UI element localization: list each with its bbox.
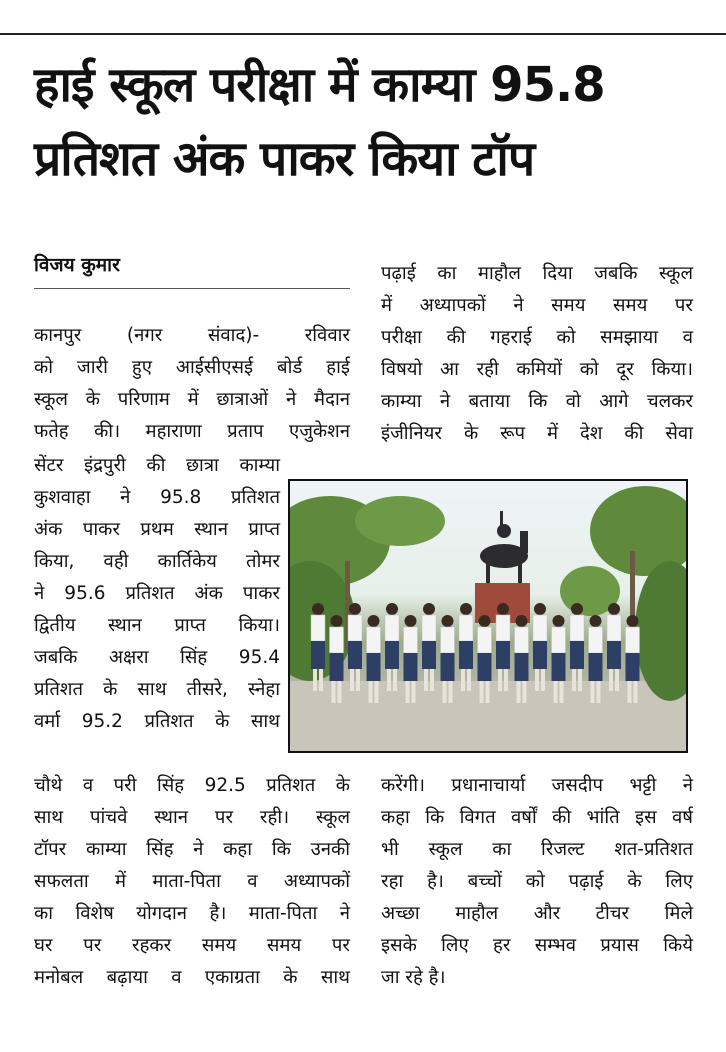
student-leg <box>504 669 508 691</box>
text-line: परीक्षा की गहराई को समझाया व <box>381 327 693 348</box>
student-shirt <box>441 627 455 653</box>
text-line: कानपुर (नगर संवाद)- रविवार <box>34 325 350 346</box>
student-leg <box>387 669 391 691</box>
student-head <box>534 603 546 615</box>
student-shirt <box>570 615 584 641</box>
student-shirt <box>607 615 621 641</box>
student-head <box>405 615 417 627</box>
student-leg <box>393 669 397 691</box>
text-line: पढ़ाई का माहौल दिया जबकि स्कूल <box>381 263 693 284</box>
student-leg <box>369 681 373 703</box>
column-2-bottom <box>381 770 693 994</box>
top-rule <box>0 33 726 35</box>
student-leg <box>591 681 595 703</box>
text-line: सेंटर इंद्रपुरी की छात्रा काम्या <box>34 455 280 476</box>
student-skirt <box>626 653 640 681</box>
student-leg <box>634 681 638 703</box>
group-photo-illustration <box>290 481 686 751</box>
text-line: काम्या ने बताया कि वो आगे चलकर <box>381 391 693 412</box>
student-shirt <box>311 615 325 641</box>
group-photo <box>288 479 688 753</box>
text-line: चौथे व परी सिंह 92.5 प्रतिशत के <box>34 775 350 796</box>
student-skirt <box>348 641 362 669</box>
student-leg <box>578 669 582 691</box>
column-1-bottom <box>34 770 350 994</box>
student-leg <box>443 681 447 703</box>
text-line: में अध्यापकों ने समय समय पर <box>381 295 693 316</box>
student-shirt <box>533 615 547 641</box>
student-leg <box>615 669 619 691</box>
student-shirt <box>422 615 436 641</box>
student-leg <box>572 669 576 691</box>
student-skirt <box>441 653 455 681</box>
student-skirt <box>422 641 436 669</box>
student-skirt <box>552 653 566 681</box>
student-shirt <box>404 627 418 653</box>
student-leg <box>461 669 465 691</box>
text-line: का विशेष योगदान है। माता-पिता ने <box>34 903 350 924</box>
column-2-top <box>381 258 693 450</box>
text-line: द्वितीय स्थान प्राप्त किया। <box>34 615 280 636</box>
student-skirt <box>515 653 529 681</box>
headline-line-2: प्रतिशत अंक पाकर किया टॉप <box>34 131 535 187</box>
student-head <box>479 615 491 627</box>
text-line: टॉपर काम्या सिंह ने कहा कि उनकी <box>34 839 350 860</box>
student-leg <box>332 681 336 703</box>
text-line: विषयो आ रही कमियों को दूर किया। <box>381 359 693 380</box>
student-skirt <box>478 653 492 681</box>
student-leg <box>430 669 434 691</box>
student-leg <box>313 669 317 691</box>
student-head <box>349 603 361 615</box>
student-skirt <box>385 641 399 669</box>
student-leg <box>560 681 564 703</box>
student-skirt <box>533 641 547 669</box>
student-head <box>571 603 583 615</box>
text-line: इंजीनियर के रूप में देश की सेवा <box>381 423 693 444</box>
student-shirt <box>478 627 492 653</box>
student-leg <box>541 669 545 691</box>
text-line: कुशवाहा ने 95.8 प्रतिशत <box>34 487 280 508</box>
text-line: ने 95.6 प्रतिशत अंक पाकर <box>34 583 280 604</box>
text-line: जबकि अक्षरा सिंह 95.4 <box>34 647 280 668</box>
student-leg <box>375 681 379 703</box>
text-line: फतेह की। महाराणा प्रताप एजुकेशन <box>34 421 350 442</box>
student-shirt <box>515 627 529 653</box>
student-shirt <box>496 615 510 641</box>
column-1-beside-photo <box>34 450 280 738</box>
text-line: सफलता में माता-पिता व अध्यापकों <box>34 871 350 892</box>
student-head <box>590 615 602 627</box>
text-line: अंक पाकर प्रथम स्थान प्राप्त <box>34 519 280 540</box>
column-1-top <box>34 320 350 448</box>
text-line: वर्मा 95.2 प्रतिशत के साथ <box>34 711 280 732</box>
student-leg <box>554 681 558 703</box>
student-leg <box>517 681 521 703</box>
student-shirt <box>330 627 344 653</box>
text-line: स्कूल के परिणाम में छात्राओं ने मैदान <box>34 389 350 410</box>
byline-rule <box>34 288 350 289</box>
student-head <box>497 603 509 615</box>
student-leg <box>597 681 601 703</box>
student-leg <box>406 681 410 703</box>
text-line: जा रहे है। <box>381 967 446 988</box>
student-skirt <box>459 641 473 669</box>
text-line: रहा है। बच्चों को पढ़ाई के लिए <box>381 871 693 892</box>
student-leg <box>535 669 539 691</box>
student-skirt <box>570 641 584 669</box>
student-head <box>442 615 454 627</box>
student-leg <box>467 669 471 691</box>
student-shirt <box>348 615 362 641</box>
student-leg <box>424 669 428 691</box>
student-leg <box>449 681 453 703</box>
equestrian-statue <box>480 511 528 583</box>
student-leg <box>498 669 502 691</box>
student-skirt <box>404 653 418 681</box>
student-head <box>608 603 620 615</box>
text-line: करेंगी। प्रधानाचार्या जसदीप भट्टी ने <box>381 775 693 796</box>
text-line: किया, वही कार्तिकेय तोमर <box>34 551 280 572</box>
student-skirt <box>367 653 381 681</box>
student-leg <box>480 681 484 703</box>
student-leg <box>350 669 354 691</box>
text-line: को जारी हुए आईसीएसई बोर्ड हाई <box>34 357 350 378</box>
student-skirt <box>311 641 325 669</box>
headline <box>34 48 714 196</box>
student-head <box>460 603 472 615</box>
student-leg <box>523 681 527 703</box>
student-skirt <box>607 641 621 669</box>
student-shirt <box>589 627 603 653</box>
student-leg <box>319 669 323 691</box>
student-shirt <box>459 615 473 641</box>
text-line: मनोबल बढ़ाया व एकाग्रता के साथ <box>34 967 350 988</box>
student-leg <box>628 681 632 703</box>
headline-line-1: हाई स्कूल परीक्षा में काम्या 95.8 <box>34 57 605 113</box>
text-line: कहा कि विगत वर्षों की भांति इस वर्ष <box>381 807 693 828</box>
student-head <box>331 615 343 627</box>
student-leg <box>486 681 490 703</box>
text-line: साथ पांचवे स्थान पर रही। स्कूल <box>34 807 350 828</box>
student-leg <box>338 681 342 703</box>
student-head <box>312 603 324 615</box>
text-line: प्रतिशत के साथ तीसरे, स्नेहा <box>34 679 280 700</box>
student-head <box>386 603 398 615</box>
student-skirt <box>330 653 344 681</box>
student-head <box>423 603 435 615</box>
byline: विजय कुमार <box>34 254 120 276</box>
student-skirt <box>496 641 510 669</box>
text-line: घर पर रहकर समय समय पर <box>34 935 350 956</box>
student-leg <box>356 669 360 691</box>
student-head <box>368 615 380 627</box>
student-head <box>627 615 639 627</box>
text-line: अच्छा माहौल और टीचर मिले <box>381 903 693 924</box>
student-leg <box>412 681 416 703</box>
student-shirt <box>626 627 640 653</box>
student-head <box>553 615 565 627</box>
student-shirt <box>552 627 566 653</box>
student-shirt <box>367 627 381 653</box>
text-line: इसके लिए हर सम्भव प्रयास किये <box>381 935 693 956</box>
student-skirt <box>589 653 603 681</box>
text-line: भी स्कूल का रिजल्ट शत-प्रतिशत <box>381 839 693 860</box>
student-head <box>516 615 528 627</box>
student-leg <box>609 669 613 691</box>
student-shirt <box>385 615 399 641</box>
